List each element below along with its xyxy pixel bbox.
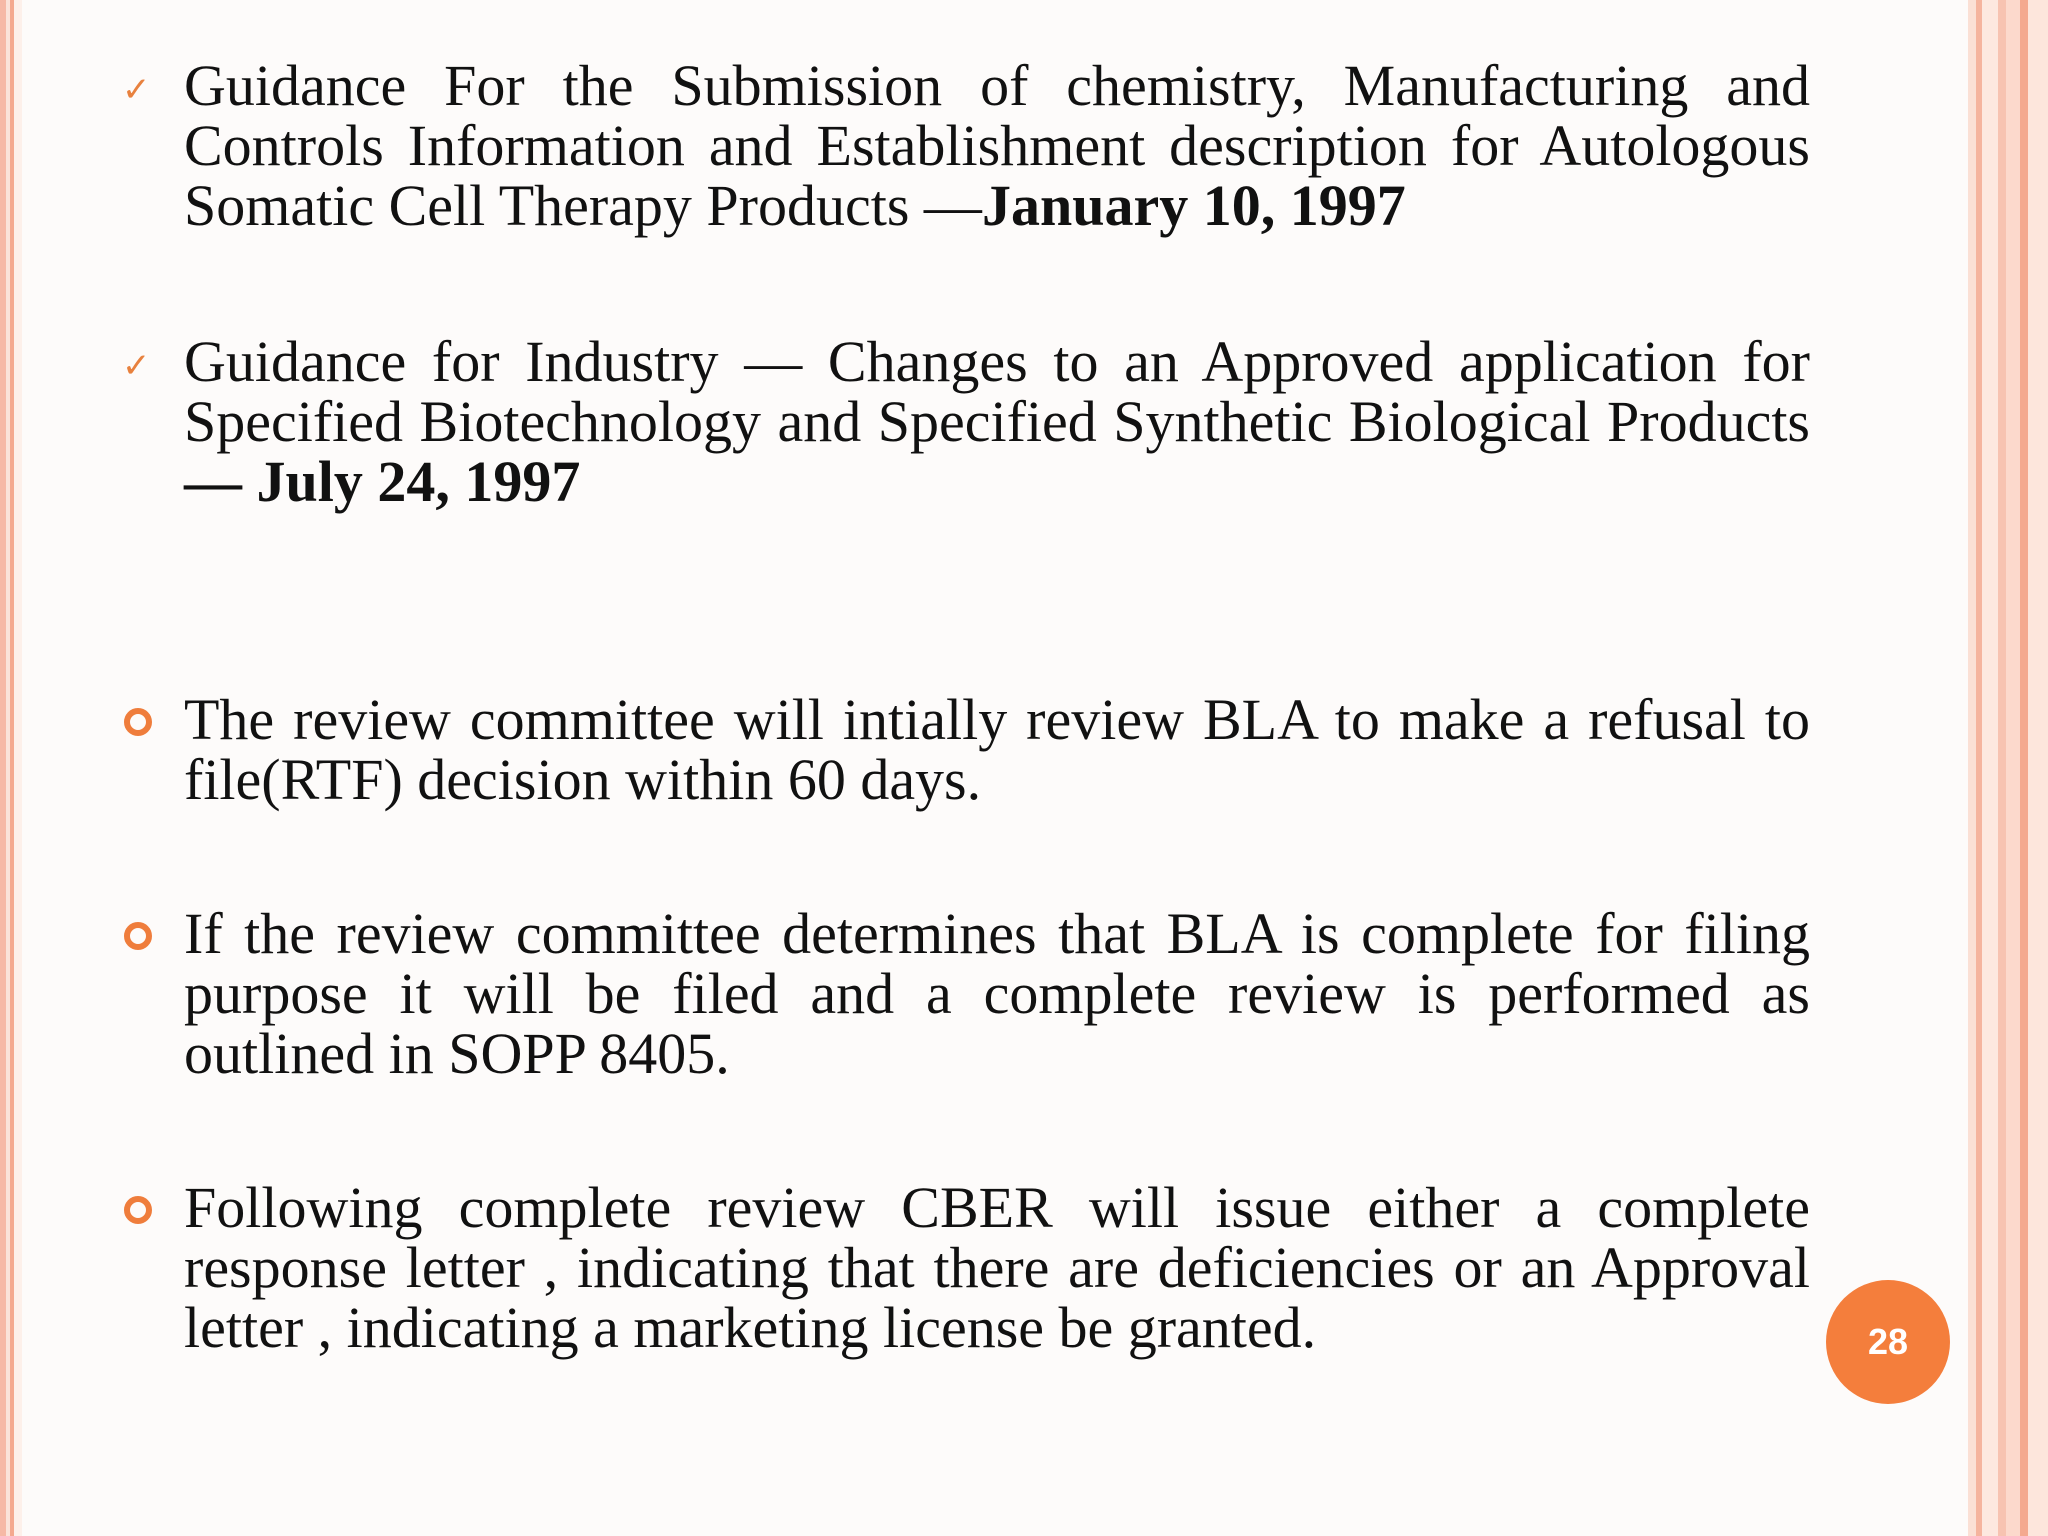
circle-bullet-icon — [124, 1196, 152, 1224]
bullet-item-complete-filing — [116, 901, 1810, 1086]
bullet-item-guidance-cmc — [116, 53, 1810, 238]
bullet-item-text: If the review committee determines that BLA is complete for filing purpose it will be filed and a complete review is performed as outlined in SOPP 8405. — [184, 901, 1810, 1086]
circle-bullet-icon — [124, 708, 152, 736]
bullet-item-guidance-industry — [116, 329, 1810, 514]
slide-content — [116, 53, 1810, 1360]
bullet-item-text: Guidance For the Submission of chemistry, Manufacturing and Controls Information and Establishment description for Autologous Somatic Cell Therapy Products — — [184, 53, 1810, 238]
bullet-item-cber-letter — [116, 1175, 1810, 1360]
bullet-item-date: — July 24, 1997 — [184, 449, 581, 514]
checkmark-icon: ✓ — [122, 70, 151, 110]
bullet-item-text: Guidance for Industry — Changes to an Approved application for Specified Biotechnology and Specified Synthetic Biological Products — [184, 329, 1810, 454]
circle-bullet-icon — [124, 922, 152, 950]
left-decorative-border — [0, 0, 22, 1536]
bullet-item-rtf-review — [116, 687, 1810, 812]
bullet-item-text: The review committee will intially review BLA to make a refusal to file(RTF) decision within 60 days. — [184, 687, 1810, 812]
page-number-badge: 28 — [1826, 1280, 1950, 1404]
bullet-item-date: January 10, 1997 — [981, 173, 1406, 238]
right-decorative-border — [1968, 0, 2048, 1536]
checkmark-icon: ✓ — [122, 346, 151, 386]
bullet-item-text: Following complete review CBER will issue either a complete response letter , indicating that there are deficiencies or an Approval letter , indicating a marketing license be granted. — [184, 1175, 1810, 1360]
